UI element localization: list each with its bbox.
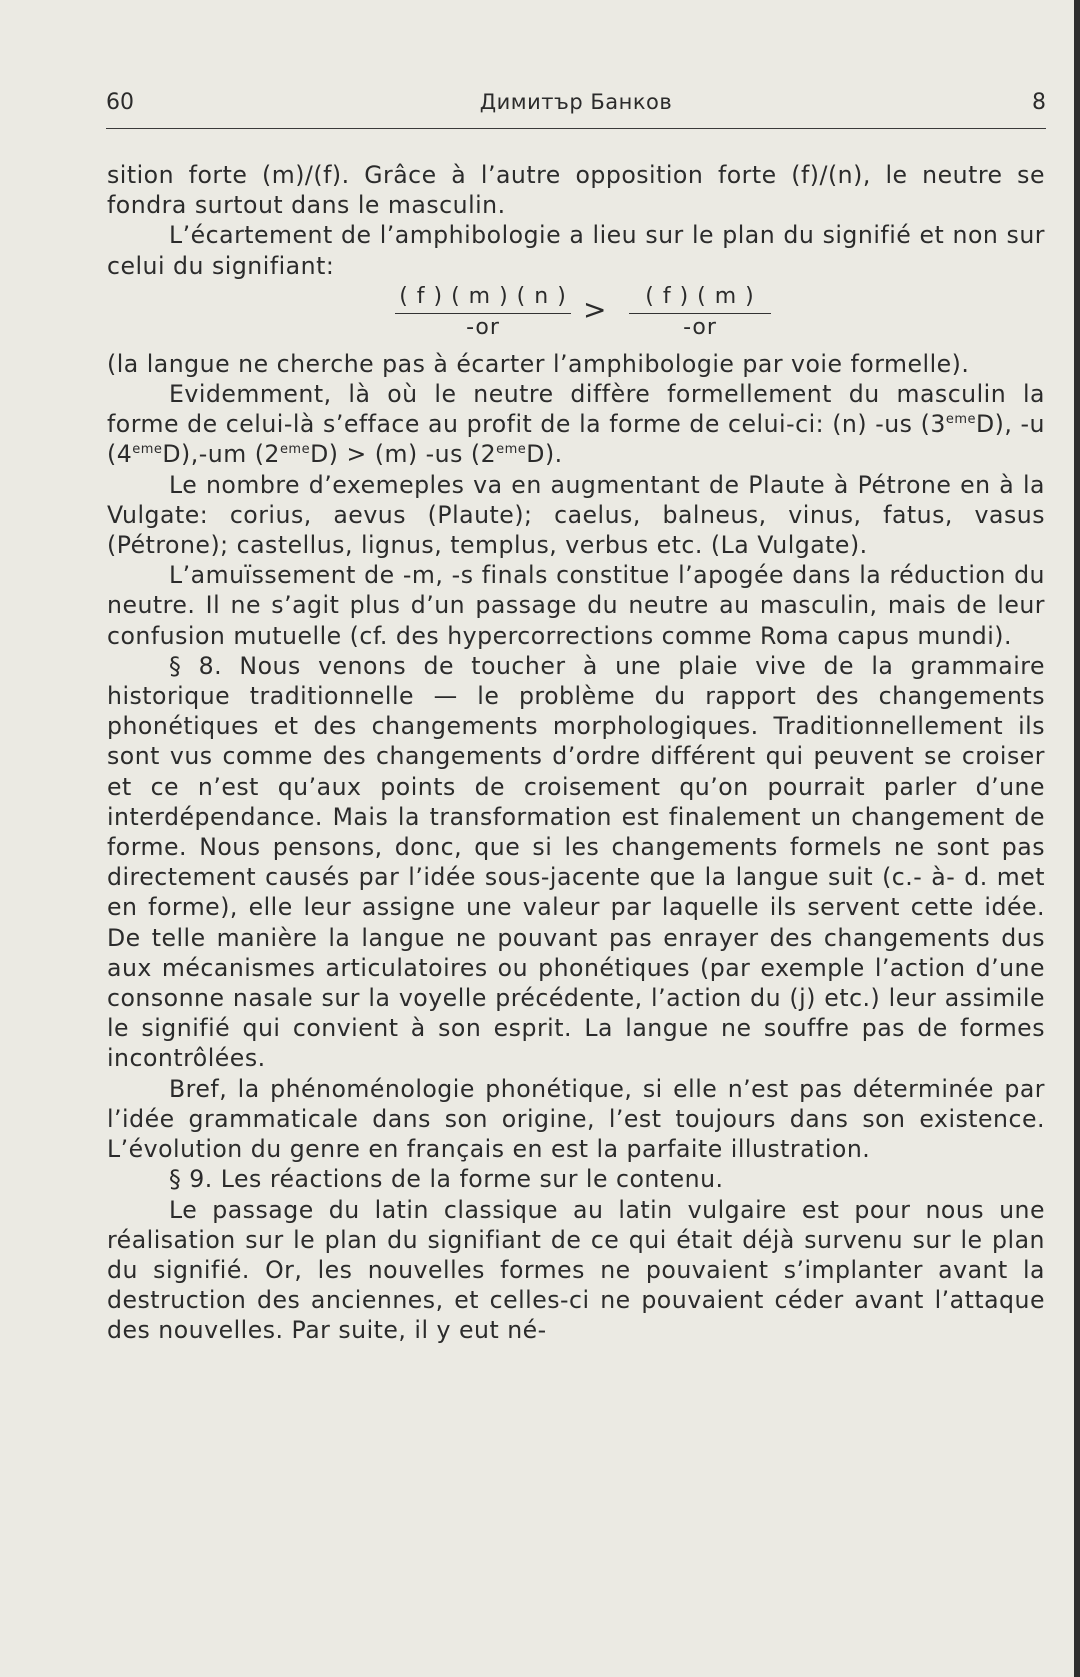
paragraph-6: L’amuïssement de -m, -s finals constitue l’apogée dans la réduction du neutre. Il ne s’agit plus d’un passage du neutre au masculin, mais de leur confusion mutuelle (cf. des hypercorrections comme Roma capus mundi).	[107, 561, 1045, 650]
running-title: Димитър Банков	[479, 90, 673, 114]
formula-left-fraction	[395, 283, 571, 342]
page-number: 60	[106, 90, 134, 115]
paragraph-5: Le nombre d’exemeples va en augmentant de Plaute à Pétrone en à la Vulgate: corius, aevus (Plaute); caelus, balneus, vinus, fatus, vasus (Pétrone); castellus, lignus, templus, verbus etc. (La Vulgate).	[107, 470, 1045, 560]
formula-right-fraction	[629, 283, 771, 342]
paragraph-1: sition forte (m)/(f). Grâce à l’autre opposition forte (f)/(n), le neutre se fondra surtout dans le masculin.	[107, 161, 1045, 220]
p4-text-a: Evidemment, là où le neutre diffère formellement du masculin la forme de celui-là s’efface au profit de la forme de celui-ci: (n) -us (3	[107, 380, 1045, 439]
paragraph-7: § 8. Nous venons de toucher à une plaie vive de la grammaire historique traditionnelle — le problème du rapport des changements phonétiques et des changements morphologiques. Traditionnellement ils sont vus comme des changements d’ordre différent qui peuvent se croiser et ce n’est qu’aux points de croisement qu’on pourrait parler d’une interdépendance. Mais la transformation est finalement un changement de forme. Nous pensons, donc, que si les changements formels ne sont pas directement causés par l’idée sous-jacente que la langue suit (c.- à- d. met en forme), elle leur assigne une valeur par laquelle ils servent cette idée. De telle manière la langue ne pouvant pas enrayer des changements dus aux mécanismes articulatoires ou phonétiques (par exemple l’action d’une consonne nasale sur la voyelle précédente, l’action du (j) etc.) leur assimile le signifié qui convient à son esprit. La langue ne souffre pas de formes incontrôlées.	[107, 651, 1045, 1073]
section-marker: 8	[1032, 90, 1046, 115]
running-header	[106, 88, 1046, 129]
p4-text-c: D),-um (2	[162, 440, 280, 469]
formula-relation: >	[583, 292, 607, 326]
p4-sup-3: eme	[279, 442, 311, 458]
p4-text-b: D), -u (4	[107, 410, 1045, 469]
formula-right-numerator: ( f ) ( m )	[629, 283, 771, 314]
formula-left-numerator: ( f ) ( m ) ( n )	[395, 283, 571, 314]
paragraph-9: § 9. Les réactions de la forme sur le contenu.	[169, 1165, 724, 1194]
page-edge	[1074, 0, 1080, 1677]
paragraph-4	[107, 379, 1045, 470]
formula-right-denominator: -or	[683, 314, 717, 340]
formula-left-denominator: -or	[466, 314, 500, 340]
p4-sup-4: eme	[496, 442, 527, 458]
p4-text-e: D).	[526, 440, 563, 469]
p4-sup-2: eme	[132, 442, 163, 458]
paragraph-10: Le passage du latin classique au latin vulgaire est pour nous une réalisation sur le plan du signifiant de ce qui était déjà survenu sur le plan du signifié. Or, les nouvelles formes ne pouvaient s’implanter avant la destruction des anciennes, et celles-ci ne pouvaient céder avant l’attaque des nouvelles. Par suite, il y eut né-	[107, 1195, 1045, 1345]
p4-sup-1: eme	[945, 412, 977, 428]
page-body	[107, 160, 1045, 1346]
p4-text-d: D) > (m) -us (2	[310, 440, 497, 469]
paragraph-8: Bref, la phénoménologie phonétique, si elle n’est pas déterminée par l’idée grammaticale dans son origine, l’est toujours dans son existence. L’évolution du genre en français en est la parfaite illustration.	[107, 1074, 1045, 1164]
formula	[107, 283, 1045, 347]
paragraph-2: L’écartement de l’amphibologie a lieu sur le plan du signifié et non sur celui du signifiant:	[107, 221, 1045, 280]
paragraph-3: (la langue ne cherche pas à écarter l’amphibologie par voie formelle).	[107, 349, 970, 378]
